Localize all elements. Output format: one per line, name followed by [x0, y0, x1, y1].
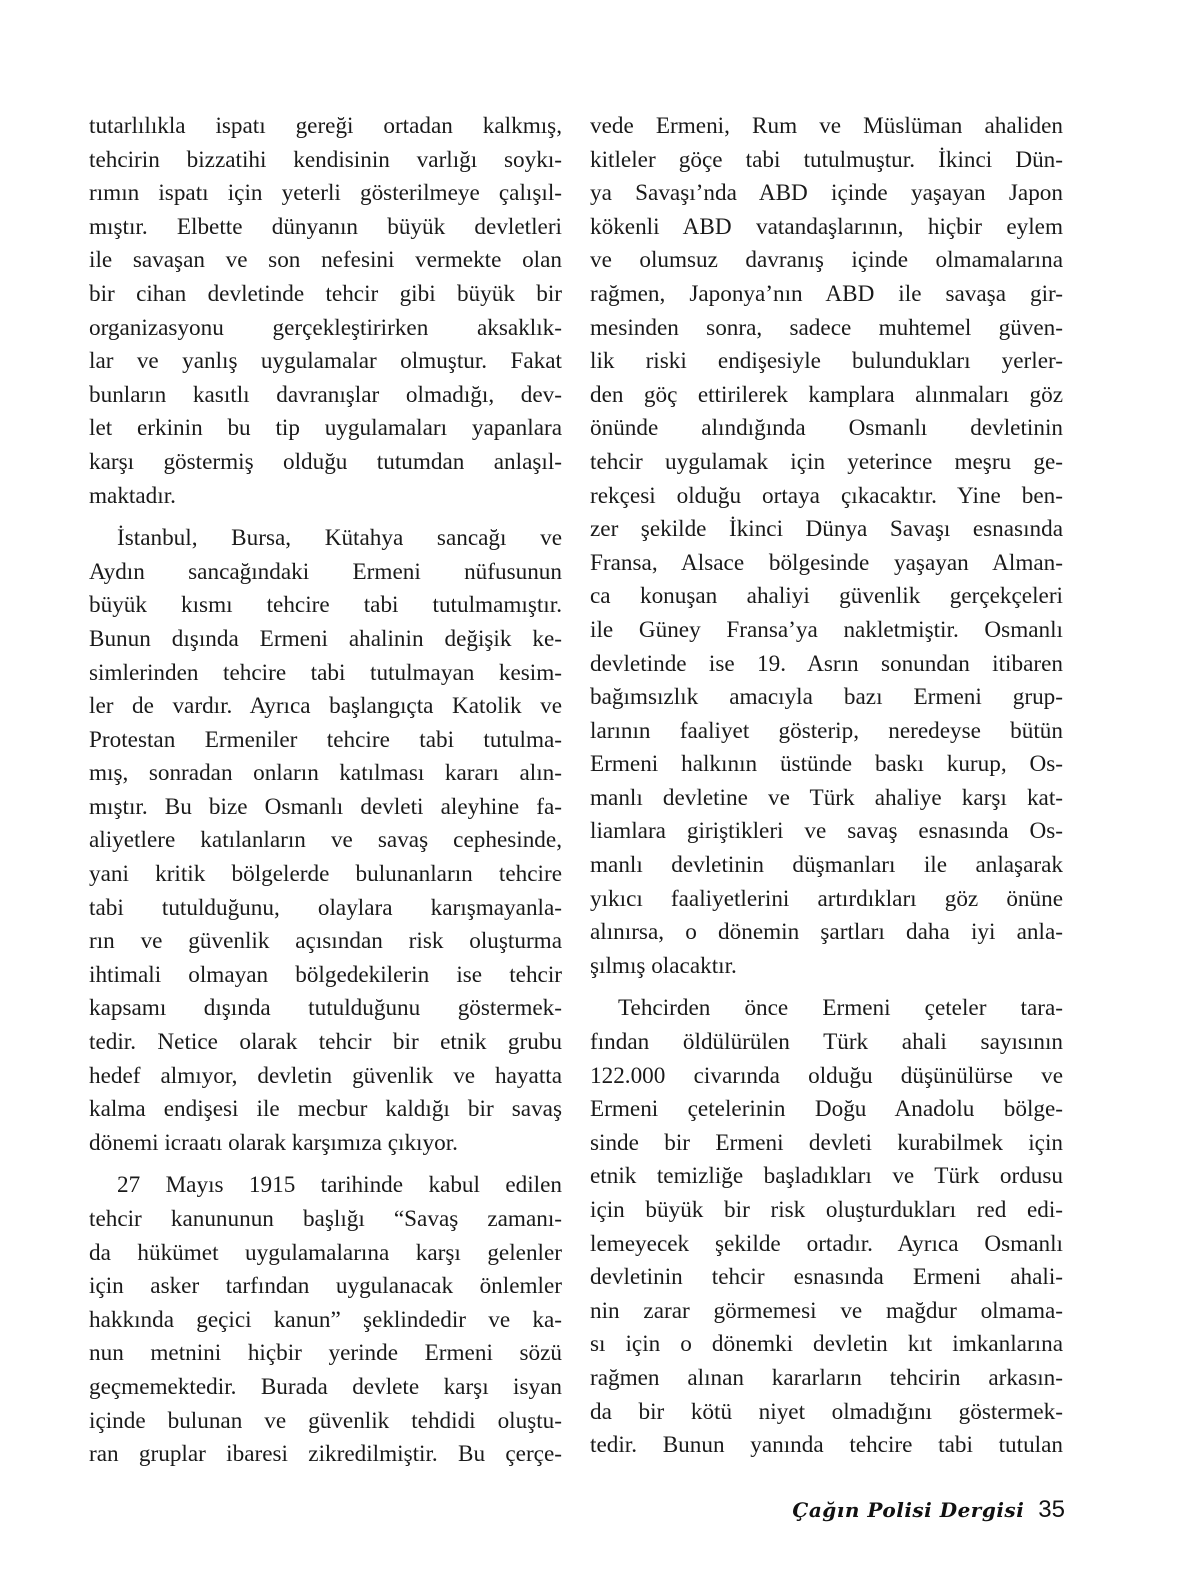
text-line: ler de vardır. Ayrıca başlangıçta Katolik ve: [89, 693, 562, 720]
text-line: yani kritik bölgelerde bulunanların tehcire: [89, 861, 562, 888]
text-line: 122.000 civarında olduğu düşünülürse ve: [590, 1062, 1063, 1089]
paragraph: [590, 110, 1063, 983]
text-line: büyük kısmı tehcire tabi tutulmamıştır.: [89, 592, 562, 619]
text-line: maktadır.: [89, 482, 176, 509]
text-line: mıştır. Elbette dünyanın büyük devletleri: [89, 213, 562, 240]
text-line: Ermeni halkının üstünde baskı kurup, Os-: [590, 751, 1063, 778]
text-line: ile savaşan ve son nefesini vermekte olan: [89, 247, 562, 274]
text-line: da bir kötü niyet olmadığını göstermek-: [590, 1398, 1063, 1425]
text-line: şılmış olacaktır.: [590, 952, 737, 979]
text-line: da hükümet uygulamalarına karşı gelenler: [89, 1239, 562, 1266]
text-line: tedir. Netice olarak tehcir bir etnik grubu: [89, 1029, 562, 1056]
text-line: vede Ermeni, Rum ve Müslüman ahaliden: [590, 113, 1063, 139]
text-line: manlı devletine ve Türk ahaliye karşı kat-: [590, 784, 1063, 811]
text-line: den göç ettirilerek kamplara alınmaları göz: [590, 381, 1063, 408]
text-line: ya Savaşı’nda ABD içinde yaşayan Japon: [590, 180, 1063, 207]
text-line: Bunun dışında Ermeni ahalinin değişik ke-: [89, 625, 562, 652]
text-line: önünde alındığında Osmanlı devletinin: [590, 415, 1063, 442]
text-line: tehcir kanununun başlığı “Savaş zamanı-: [89, 1206, 562, 1232]
text-line: sı için o dönemki devletin kıt imkanlarına: [590, 1331, 1063, 1358]
text-line: bağımsızlık amacıyla bazı Ermeni grup-: [590, 684, 1063, 711]
text-line: tutarlılıkla ispatı gereği ortadan kalkmış,: [89, 113, 562, 139]
text-line: kapsamı dışında tutulduğunu göstermek-: [89, 995, 562, 1022]
text-line: ve olumsuz davranış içinde olmamalarına: [590, 247, 1063, 274]
text-line: tedir. Bunun yanında tehcire tabi tutulan: [590, 1432, 1063, 1459]
text-line: zer şekilde İkinci Dünya Savaşı esnasında: [590, 516, 1063, 543]
text-line: Ermeni çetelerinin Doğu Anadolu bölge-: [590, 1096, 1063, 1123]
text-line: larının faaliyet gösterip, neredeyse bütün: [590, 717, 1063, 744]
text-line: ihtimali olmayan bölgedekilerin ise tehcir: [89, 961, 562, 988]
text-line: devletinin tehcir esnasında Ermeni ahali-: [590, 1264, 1063, 1291]
text-line: dönemi icraatı olarak karşımıza çıkıyor.: [89, 1129, 458, 1156]
left-text-column: [89, 110, 562, 1472]
text-line: ile Güney Fransa’ya nakletmiştir. Osmanlı: [590, 616, 1063, 643]
text-line: rağmen alınan kararların tehcirin arkasın-: [590, 1364, 1063, 1391]
text-line: İstanbul, Bursa, Kütahya sancağı ve: [117, 525, 562, 552]
text-line: içinde bulunan ve güvenlik tehdidi oluştu-: [89, 1407, 562, 1434]
text-line: yıkıcı faaliyetlerini artırdıkları göz önüne: [590, 885, 1063, 912]
right-text-column: [590, 110, 1063, 1463]
text-line: tehcirin bizzatihi kendisinin varlığı soykı-: [89, 146, 562, 173]
journal-name: Çağın Polisi Dergisi: [792, 1498, 1025, 1522]
text-line: kitleler göçe tabi tutulmuştur. İkinci Dün-: [590, 146, 1063, 173]
text-line: devletinde ise 19. Asrın sonundan itibaren: [590, 650, 1063, 677]
text-line: kalma endişesi ile mecbur kaldığı bir savaş: [89, 1096, 562, 1123]
text-line: mıştır. Bu bize Osmanlı devleti aleyhine fa-: [89, 793, 562, 820]
text-line: ca konuşan ahaliyi güvenlik gerçekçeleri: [590, 583, 1063, 610]
text-line: hedef almıyor, devletin güvenlik ve hayatta: [89, 1062, 562, 1089]
paragraph: [89, 110, 562, 513]
text-line: hakkında geçici kanun” şeklindedir ve ka-: [89, 1306, 562, 1333]
text-line: bir cihan devletinde tehcir gibi büyük bir: [89, 280, 562, 307]
text-line: rın ve güvenlik açısından risk oluşturma: [89, 928, 562, 955]
text-line: tehcir uygulamak için yeterince meşru ge-: [590, 448, 1063, 475]
text-line: rekçesi olduğu ortaya çıkacaktır. Yine ben-: [590, 482, 1063, 509]
text-line: geçmemektedir. Burada devlete karşı isyan: [89, 1373, 562, 1400]
text-line: liamlara giriştikleri ve savaş esnasında Os-: [590, 818, 1063, 845]
page-footer: [792, 1496, 1065, 1524]
text-line: simlerinden tehcire tabi tutulmayan kesim-: [89, 659, 562, 686]
text-line: lemeyecek şekilde ortadır. Ayrıca Osmanlı: [590, 1230, 1063, 1257]
text-line: etnik temizliğe başladıkları ve Türk ordusu: [590, 1163, 1063, 1190]
text-line: Aydın sancağındaki Ermeni nüfusunun: [89, 558, 562, 585]
paragraph: [89, 1169, 562, 1471]
text-line: lar ve yanlış uygulamalar olmuştur. Fakat: [89, 348, 562, 375]
page-number: 35: [1038, 1496, 1065, 1523]
text-line: 27 Mayıs 1915 tarihinde kabul edilen: [117, 1172, 562, 1199]
text-line: ran gruplar ibaresi zikredilmiştir. Bu çerçe-: [89, 1441, 562, 1468]
paragraph: [89, 522, 562, 1160]
text-line: aliyetlere katılanların ve savaş cephesinde,: [89, 827, 562, 854]
text-line: sinde bir Ermeni devleti kurabilmek için: [590, 1129, 1063, 1156]
text-line: nun metnini hiçbir yerinde Ermeni sözü: [89, 1340, 562, 1367]
text-line: mış, sonradan onların katılması kararı alın-: [89, 760, 562, 787]
text-line: Tehcirden önce Ermeni çeteler tara-: [618, 995, 1063, 1022]
text-line: organizasyonu gerçekleştirirken aksaklık-: [89, 314, 562, 341]
text-line: için büyük bir risk oluşturdukları red edi-: [590, 1197, 1063, 1223]
text-line: nin zarar görmemesi ve mağdur olmama-: [590, 1297, 1063, 1324]
text-line: manlı devletinin düşmanları ile anlaşarak: [590, 852, 1063, 879]
text-line: karşı göstermiş olduğu tutumdan anlaşıl-: [89, 448, 562, 475]
paragraph: [590, 992, 1063, 1462]
text-line: let erkinin bu tip uygulamaları yapanlara: [89, 415, 562, 442]
text-line: için asker tarfından uygulanacak önlemler: [89, 1273, 562, 1300]
text-line: kökenli ABD vatandaşlarının, hiçbir eylem: [590, 213, 1063, 240]
text-line: alınırsa, o dönemin şartları daha iyi anla-: [590, 919, 1063, 946]
text-line: lik riski endişesiyle bulundukları yerler-: [590, 348, 1063, 375]
text-line: tabi tutulduğunu, olaylara karışmayanla-: [89, 894, 562, 921]
text-line: rağmen, Japonya’nın ABD ile savaşa gir-: [590, 280, 1063, 307]
text-line: Protestan Ermeniler tehcire tabi tutulma-: [89, 726, 562, 753]
text-line: rımın ispatı için yeterli gösterilmeye çalışıl-: [89, 180, 562, 207]
text-line: bunların kasıtlı davranışlar olmadığı, dev-: [89, 381, 562, 408]
text-line: Fransa, Alsace bölgesinde yaşayan Alman-: [590, 549, 1063, 576]
text-line: mesinden sonra, sadece muhtemel güven-: [590, 314, 1063, 341]
text-line: fından öldülürülen Türk ahali sayısının: [590, 1029, 1063, 1056]
